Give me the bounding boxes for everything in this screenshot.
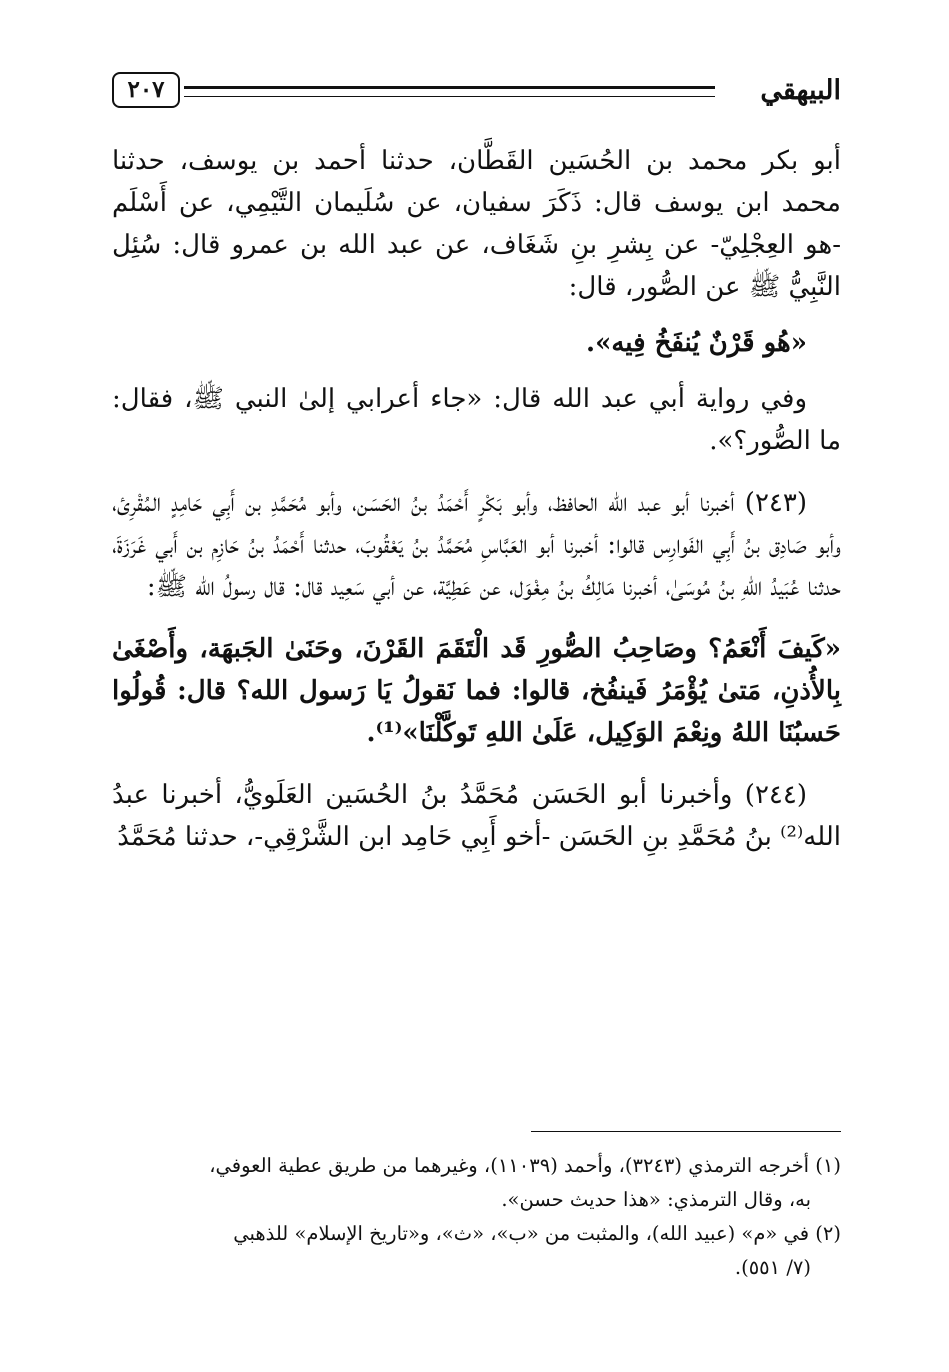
main-text <box>112 140 841 858</box>
paragraph-isnad: أبو بكر محمد بن الحُسَين القَطَّان، حدثنا أحمد بن يوسف، حدثنا محمد ابن يوسف قال: ذَكَرَ سفيان، عن سُلَيمان التَّيْمِي، عن أَسْلَم -هو العِجْلِيّ- عن بِشرِ بنِ شَغَاف، عن عبد الله بن عمرو قال: سُئِل النَّبِيُّ ﷺ عن الصُّور، قال: <box>112 146 841 302</box>
footnote-separator <box>531 1131 841 1132</box>
paragraph-riwaya: وفي رواية أبي عبد الله قال: «جاء أعرابي إلىٰ النبي ﷺ، فقال: ما الصُّور؟». <box>112 384 841 456</box>
hadith-text: «هُو قَرْنٌ يُنفَخُ فِيه». <box>586 328 807 358</box>
footnote-1-line-1: (١) أخرجه الترمذي (٣٢٤٣)، وأحمد (١١٠٣٩)، وغيرهما من طريق عطية العوفي، <box>209 1154 841 1177</box>
page-header <box>112 72 841 112</box>
footnote-2-line-1: (٢) في «م» (عبيد الله)، والمثبت من «ب»، «ث»، و«تاريخ الإسلام» للذهبي <box>233 1222 841 1245</box>
header-rule <box>184 86 715 97</box>
footnotes <box>112 1150 841 1286</box>
paragraph-244: (٢٤٤) وأخبرنا أبو الحَسَن مُحَمَّدُ بنُ الحُسَين العَلَويُّ، أخبرنا عبدُ الله⁽²⁾ بنُ مُحَمَّدِ بنِ الحَسَن -أخو أَبِي حَامِد ابن الشَّرْقِي-، حدثنا مُحَمَّدُ <box>112 780 841 852</box>
footnote-1-line-2: به، وقال الترمذي: «هذا حديث حسن». <box>501 1188 811 1211</box>
footnote-2-line-2: (٧/ ٥٥١). <box>734 1256 811 1279</box>
page-number: ٢٠٧ <box>112 72 180 108</box>
paragraph-243: (٢٤٣) أخبرنا أبو عبد الله الحافظ، وأبو بَكْرٍ أَحْمَدُ بنُ الحَسَن، وأبو مُحَمَّدِ بن أَبِي حَامِدٍ المُقْرِئ، وأبو صَادِق بنُ أَبِي الفَوارِس قالوا: أخبرنا أبو العَبَّاسِ مُحَمَّدُ بنُ يَعْقُوبَ، حدثنا أَحْمَدُ بنُ حَازِم بن أَبي غَرَزَةَ، حدثنا عُبَيدُ اللهِ بنُ مُوسَىٰ، أخبرنا مَالِكُ بنُ مِغْوَل، عن عَطِيَّة، عن أبي سَعِيد قال: قال رسولُ الله ﷺ: <box>112 488 841 602</box>
hadith-text-243: «كَيفَ أَنْعَمُ؟ وصَاحِبُ الصُّورِ قَد الْتَقَمَ القَرْنَ، وحَنَىٰ الجَبهَة، وأَصْغَىٰ بِالأُذنِ، مَتىٰ يُؤْمَرُ فَينفُخ، قالوا: فما نَقولُ يَا رَسول الله؟ قال: قُولُوا حَسبُنَا اللهُ ونِعْمَ الوَكِيل، عَلَىٰ اللهِ تَوكَّلْنَا»⁽¹⁾. <box>112 634 841 748</box>
running-title: البيهقي <box>760 75 841 106</box>
